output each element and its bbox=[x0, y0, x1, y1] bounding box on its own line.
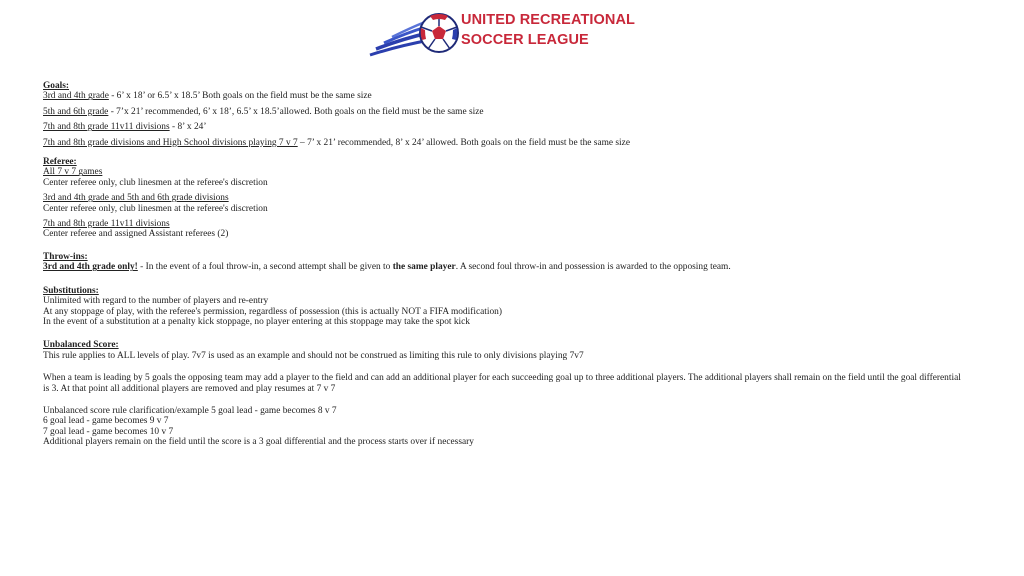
referee-row-text: Center referee only, club linesmen at the referee's discretion bbox=[43, 177, 268, 188]
substitutions-section bbox=[43, 286, 1003, 328]
referee-row-label: 7th and 8th grade 11v11 divisions bbox=[43, 219, 170, 230]
unbalanced-example: Unbalanced score rule clarification/example 5 goal lead - game becomes 8 v 7 bbox=[43, 405, 337, 416]
unbalanced-example: Additional players remain on the field until the score is a 3 goal differential and the process starts over if necessary bbox=[43, 437, 474, 448]
unbalanced-example: 7 goal lead - game becomes 10 v 7 bbox=[43, 426, 174, 437]
unbalanced-line: This rule applies to ALL levels of play. 7v7 is used as an example and should not be construed as limiting this rule to only divisions playing 7v7 bbox=[43, 350, 584, 361]
goals-row bbox=[43, 107, 1003, 117]
unbalanced-example: 6 goal lead - game becomes 9 v 7 bbox=[43, 416, 169, 427]
referee-row-label: 3rd and 4th grade and 5th and 6th grade divisions bbox=[43, 193, 229, 204]
logo-line-1: UNITED RECREATIONAL bbox=[461, 12, 636, 28]
throwins-text-1: - In the event of a foul throw-in, a second attempt shall be given to bbox=[137, 262, 393, 273]
referee-row-label: All 7 v 7 games bbox=[43, 167, 103, 178]
goals-row-text: – 7’ x 21’ recommended, 8’ x 24’ allowed. Both goals on the field must be the same size bbox=[297, 137, 630, 148]
goals-row-text: - 7’x 21’ recommended, 6’ x 18’, 6.5’ x 18.5’allowed. Both goals on the field must be the same size bbox=[108, 106, 484, 117]
logo-wordmark bbox=[461, 10, 635, 50]
throwins-rule bbox=[43, 262, 1003, 272]
throwins-section bbox=[43, 252, 1003, 273]
goals-row bbox=[43, 138, 1003, 148]
unbalanced-heading: Unbalanced Score: bbox=[43, 340, 119, 351]
substitutions-line: Unlimited with regard to the number of players and re-entry bbox=[43, 296, 269, 307]
goals-row-label: 7th and 8th grade 11v11 divisions bbox=[43, 122, 170, 133]
unbalanced-paragraph: When a team is leading by 5 goals the opposing team may add a player to the field and can add an additional player for each succeeding goal up to three additional players. The additional players shall remain on the field until the goal differential is 3. At that point all additional players are removed and play resumes at 7 v 7 bbox=[43, 373, 961, 394]
referee-heading: Referee: bbox=[43, 157, 77, 168]
soccer-ball-icon bbox=[368, 6, 463, 62]
goals-row-label: 3rd and 4th grade bbox=[43, 91, 109, 102]
referee-row-text: Center referee and assigned Assistant referees (2) bbox=[43, 229, 229, 240]
goals-heading: Goals: bbox=[43, 81, 70, 91]
unbalanced-section bbox=[43, 340, 1003, 447]
goals-row-label: 5th and 6th grade bbox=[43, 106, 109, 117]
goals-row-text: - 6’ x 18’ or 6.5’ x 18.5’ Both goals on the field must be the same size bbox=[108, 91, 372, 102]
throwins-label: 3rd and 4th grade only! bbox=[43, 262, 138, 273]
substitutions-line: At any stoppage of play, with the referee's permission, regardless of possession (this is actually NOT a FIFA modification) bbox=[43, 306, 502, 317]
goals-row bbox=[43, 91, 1003, 101]
throwins-bold: the same player bbox=[392, 262, 456, 273]
throwins-text-2: . A second foul throw-in and possession is awarded to the opposing team. bbox=[455, 262, 731, 273]
goals-row bbox=[43, 122, 1003, 132]
referee-section bbox=[43, 157, 1003, 240]
logo-line-2: SOCCER LEAGUE bbox=[461, 32, 589, 48]
rules-document bbox=[43, 81, 1003, 455]
goals-row-text: - 8’ x 24’ bbox=[169, 122, 207, 133]
goals-section bbox=[43, 81, 1003, 148]
league-logo bbox=[368, 6, 658, 62]
goals-row-label: 7th and 8th grade divisions and High School divisions playing 7 v 7 bbox=[43, 137, 298, 148]
substitutions-heading: Substitutions: bbox=[43, 285, 99, 296]
referee-row-text: Center referee only, club linesmen at the referee's discretion bbox=[43, 203, 268, 214]
throwins-heading: Throw-ins: bbox=[43, 251, 88, 262]
substitutions-line: In the event of a substitution at a penalty kick stoppage, no player entering at this stoppage may take the spot kick bbox=[43, 316, 470, 327]
